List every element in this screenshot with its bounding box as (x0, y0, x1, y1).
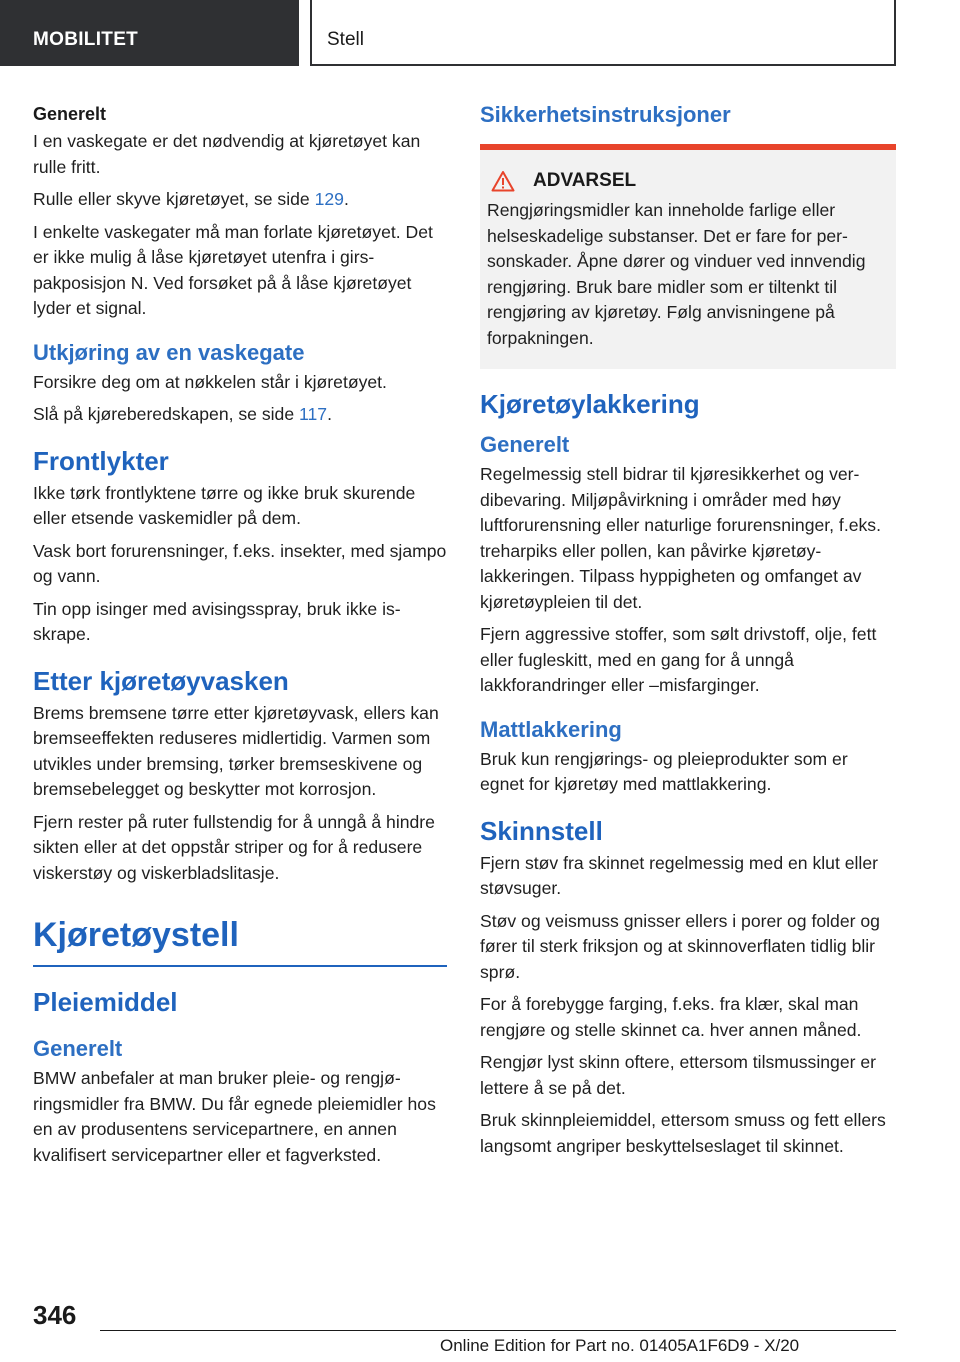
page-link-117[interactable]: 117 (299, 404, 328, 424)
paragraph: Bruk kun rengjørings- og pleieprodukter som er egnet for kjøretøy med mattlakkering. (480, 748, 848, 794)
topic-tab (310, 0, 896, 66)
paragraph-with-link: Rulle eller skyve kjøretøyet, se side 129. (33, 189, 349, 209)
paragraph: Bruk skinnpleiemiddel, ettersom smuss og fett ellers langsomt angriper beskyttelseslaget til skinnet. (480, 1110, 886, 1156)
page-number: 346 (33, 1300, 77, 1330)
paragraph: Fjern aggressive stoffer, som sølt drivstoff, olje, fett eller fugleskitt, med en gang for å unngå lakkforandringer eller –misfarginger. (480, 624, 877, 695)
paragraph: Tin opp isinger med avisingsspray, bruk ikke isskrape. (33, 598, 401, 644)
paragraph: Ikke tørk frontlyktene tørre og ikke bruk skurende eller etsende vaskemidler på dem. (33, 482, 416, 528)
generelt-heading-1: Generelt (33, 104, 107, 124)
paragraph: Fjern støv fra skinnet regelmessig med en klut eller støvsuger. (480, 852, 878, 898)
section-label: MOBILITET (33, 29, 139, 50)
skinn-heading: Skinnstell (480, 815, 603, 846)
warning-triangle-icon (491, 170, 515, 192)
chapter-heading: Kjøretøystell (33, 916, 447, 967)
left-column (33, 96, 447, 1175)
page-header (0, 0, 960, 66)
frontlykter-heading: Frontlykter (33, 445, 169, 476)
warning-text: Rengjøringsmidler kan inneholde farlige eller helseskadelige substanser. Det er fare for personskader. Åpne dører og vinduer ved innvendig rengjøring. Bruk bare midler som er tiltenkt til rengjøring av kjøretøy. Følg anvisningene på forpakningen. (487, 200, 866, 348)
lakk-heading: Kjøretøylakkering (480, 389, 700, 419)
utkjoring-heading: Utkjøring av en vaskegate (33, 339, 305, 365)
right-column (480, 96, 896, 1166)
etter-heading: Etter kjøretøyvasken (33, 665, 289, 696)
warning-title: ADVARSEL (533, 170, 637, 191)
paragraph: For å forebygge farging, f.eks. fra klær, skal man rengjøre og stelle skinnet ca. hver annen måned. (480, 994, 862, 1040)
paragraph: BMW anbefaler at man bruker pleie- og rengjøringsmidler fra BMW. Du får egnede pleiemidler hos en av produsentens servicepartnere, en annen kvalifisert servicepartner eller et fagverksted. (33, 1068, 436, 1165)
paragraph: Støv og veismuss gnisser ellers i porer og folder og fører til sterk friksjon og at skinnoverflaten tidlig blir sprø. (480, 910, 880, 982)
paragraph: Fjern rester på ruter fullstendig for å unngå å hindre sikten eller at det oppstår striper og for å redusere viskerstøy og viskerbladslitasje. (33, 811, 435, 883)
matt-heading: Mattlakkering (480, 716, 622, 742)
paragraph: Rengjør lyst skinn oftere, ettersom tilsmussinger er lettere å se på det. (480, 1052, 876, 1098)
paragraph-with-link: Slå på kjøreberedskapen, se side 117. (33, 404, 332, 424)
edition-text: Online Edition for Part no. 01405A1F6D9 - X/20 (440, 1336, 800, 1355)
warning-title-row (487, 170, 888, 192)
page-link-129[interactable]: 129 (314, 189, 344, 209)
section-tab (0, 0, 299, 66)
pleiemiddel-heading: Pleiemiddel (33, 987, 178, 1017)
generelt-heading-3: Generelt (480, 432, 570, 457)
warning-box (480, 144, 896, 369)
footer-divider (100, 1330, 896, 1331)
topic-label: Stell (327, 29, 364, 50)
generelt-heading-2: Generelt (33, 1036, 123, 1061)
paragraph: Regelmessig stell bidrar til kjøresikkerhet og verdibevaring. Miljøpåvirkning i områder med høy luftforurensning eller naturlige forurensninger, f.eks. treharpiks eller pollen, kan påvirke kjøretøylakkeringen. Tilpass hyppigheten og omfanget av kjøretøypleien til det. (480, 464, 881, 612)
paragraph: I en vaskegate er det nødvendig at kjøretøyet kan rulle fritt. (33, 131, 421, 177)
paragraph: Vask bort forurensninger, f.eks. insekter, med sjampo og vann. (33, 540, 447, 586)
safety-heading: Sikkerhetsinstruksjoner (480, 102, 731, 127)
paragraph: I enkelte vaskegater må man forlate kjøretøyet. Det er ikke mulig å låse kjøretøyet utenfra i girspakposisjon N. Ved forsøket på å låse kjøretøyet lyder et signal. (33, 221, 433, 318)
paragraph: Brems bremsene tørre etter kjøretøyvask, ellers kan bremseeffekten reduseres midlertidig. Varmen som utvikles under bremsing, tørker bremseskivene og bremsebelegget og beskytter mot korrosjon. (33, 702, 439, 799)
paragraph: Forsikre deg om at nøkkelen står i kjøretøyet. (33, 371, 387, 392)
